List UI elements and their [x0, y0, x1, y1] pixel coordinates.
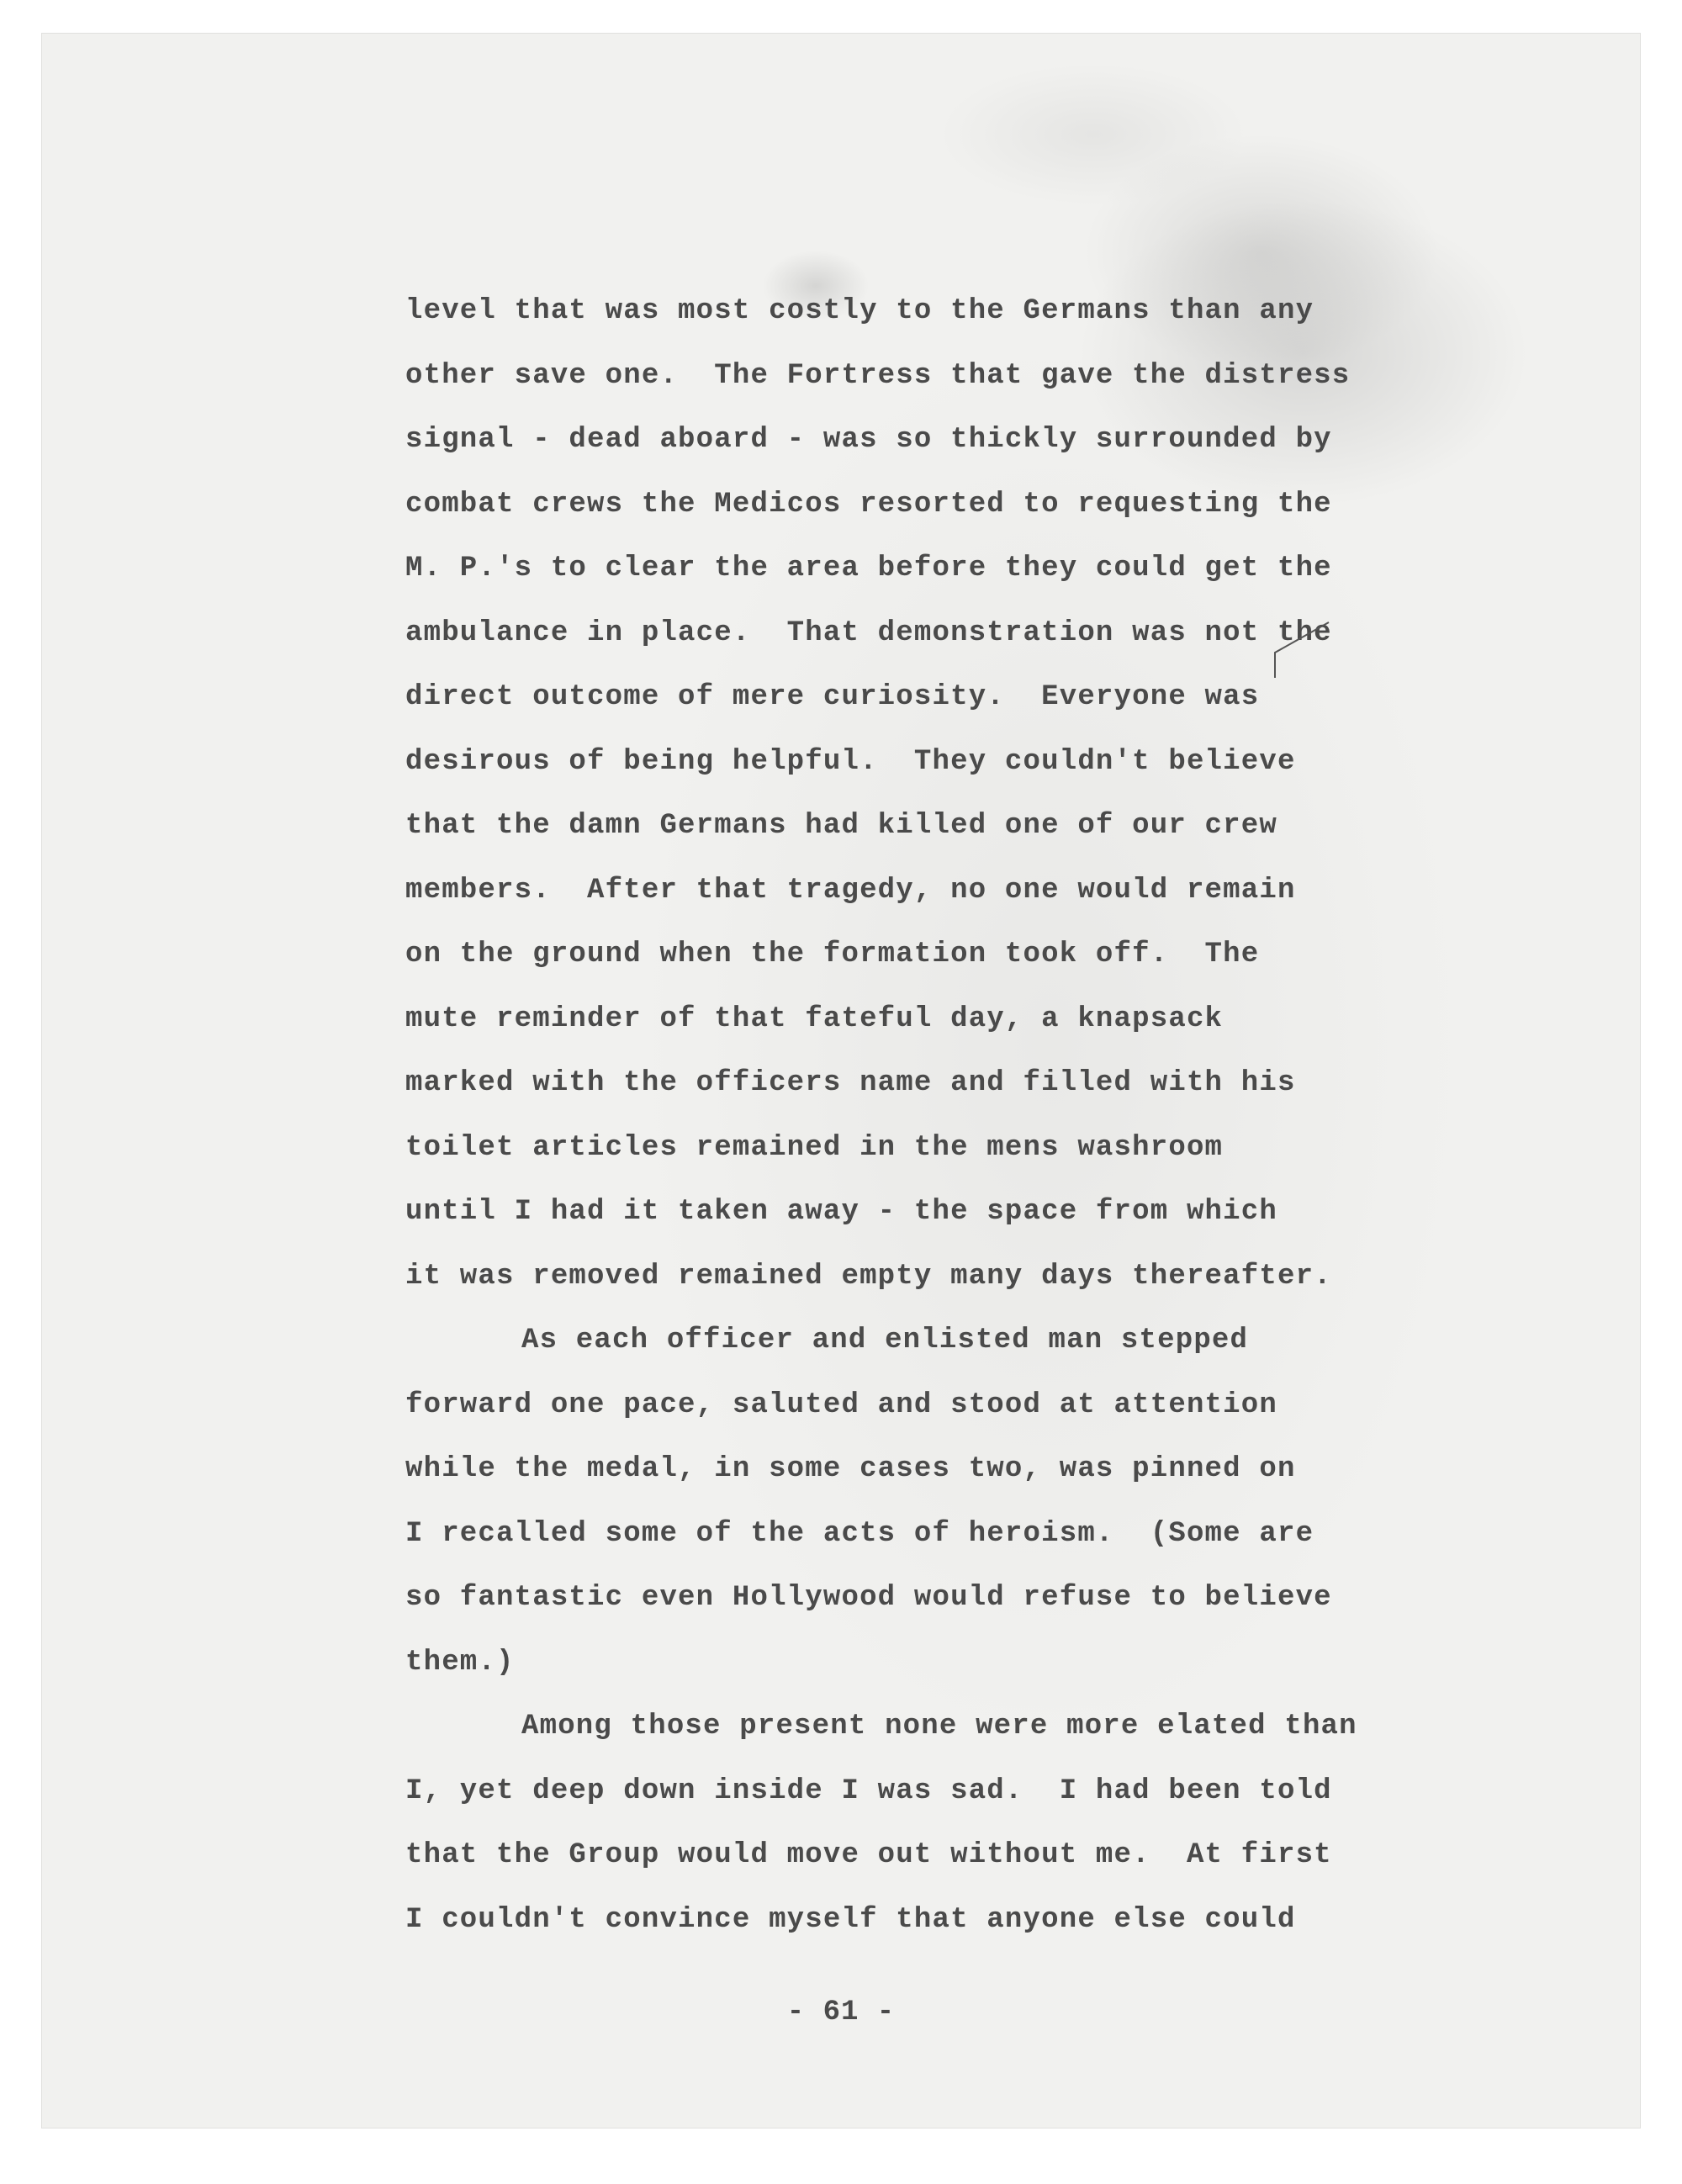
text-line: them.)	[405, 1646, 515, 1679]
page-number: - 61 -	[786, 1996, 896, 2028]
text-line: signal - dead aboard - was so thickly surrounded by	[405, 424, 1332, 456]
text-line: direct outcome of mere curiosity. Everyone was	[405, 681, 1260, 713]
text-line: level that was most costly to the Germans than any	[405, 295, 1314, 327]
text-line: other save one. The Fortress that gave the distress	[405, 359, 1351, 392]
text-line: while the medal, in some cases two, was pinned on	[405, 1453, 1296, 1485]
text-line: so fantastic even Hollywood would refuse to believe	[405, 1582, 1332, 1614]
text-line: ambulance in place. That demonstration was not the	[405, 616, 1332, 649]
text-line: mute reminder of that fateful day, a knapsack	[405, 1002, 1224, 1035]
text-line: that the damn Germans had killed one of our crew	[405, 810, 1277, 842]
paragraph-start-line: Among those present none were more elated than	[521, 1711, 1357, 1742]
text-line: marked with the officers name and filled with his	[405, 1067, 1296, 1099]
text-line: toilet articles remained in the mens washroom	[405, 1131, 1224, 1164]
text-line: it was removed remained empty many days thereafter.	[405, 1260, 1332, 1293]
text-line: forward one pace, saluted and stood at attention	[405, 1388, 1277, 1421]
text-line: I recalled some of the acts of heroism. (Some are	[405, 1517, 1314, 1550]
text-line: on the ground when the formation took off. The	[405, 939, 1260, 970]
pencil-insert-mark-icon	[1270, 616, 1337, 683]
text-line: I couldn't convince myself that anyone else could	[405, 1903, 1296, 1936]
text-line: desirous of being helpful. They couldn't believe	[405, 745, 1296, 778]
text-line: combat crews the Medicos resorted to requesting the	[405, 488, 1332, 521]
text-line: I, yet deep down inside I was sad. I had been told	[405, 1774, 1332, 1807]
text-line: members. After that tragedy, no one would remain	[405, 874, 1296, 907]
typed-text-body	[405, 279, 1473, 1952]
text-line: until I had it taken away - the space from which	[405, 1196, 1277, 1228]
text-line: M. P.'s to clear the area before they could get the	[405, 553, 1332, 584]
paragraph-start-line: As each officer and enlisted man stepped	[521, 1325, 1249, 1356]
text-line: that the Group would move out without me. At first	[405, 1839, 1332, 1871]
